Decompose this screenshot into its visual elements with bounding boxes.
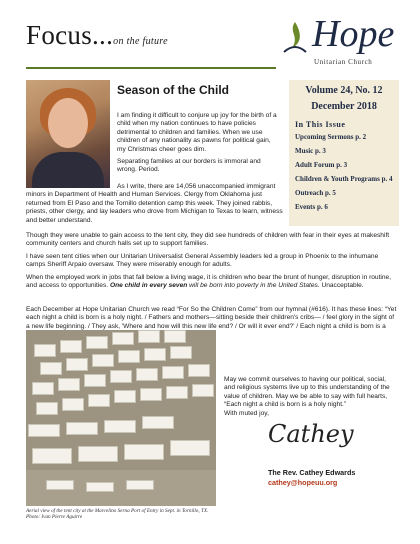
masthead-subtitle: on the future [113,36,168,47]
article-paragraph-7: Each December at Hope Unitarian Church we read “For So the Children Come” from our hymnal (#616). It has these lines: “Yet each night a child is born is a holy night. / Fathers and mothers—sitting beside their children's cribs— / feel glory in the sight of a new life beginning. / They ask, 'Where and how will this new life end? / Or will it ever end?' / Each night a child is born is a [26,306,397,330]
in-this-issue-heading: In This Issue [295,120,346,129]
author-email-link[interactable]: cathey@hopeuu.org [268,478,338,487]
author-name: The Rev. Cathey Edwards [268,468,356,477]
logo-church-name: Unitarian Church [314,58,373,66]
intro-paragraph-2: Separating families at our borders is immoral and wrong. Period. [117,158,261,174]
article-paragraph-8: May we commit ourselves to having our political, social, and religious systems live up to this understanding of the value of children. May we be able to say with full hearts, “Each night a child is born is a holy night.” [224,376,390,409]
issue-volume: Volume 24, No. 12 [305,85,383,96]
closing-line: With muted joy, [224,410,269,417]
article-paragraph-5: I have seen tent cities when our Unitarian Universalist General Assembly leaders led a group in Phoenix to the inhumane camps Sheriff Arpaio oversaw. They were miserably enough for adults. [26,252,379,269]
intro-paragraph-1: I am finding it difficult to conjure up joy for the birth of a child when my nation continues to have policies detrimental to children and families. When we use children of any nationality as pawns for political gain, my Christmas cheer goes dim. [117,112,277,153]
article-paragraph-6: When the employed work in jobs that fall below a living wage, it is children who bear the brunt of hunger, disruption in routine, and access to opportunities. One child in every seven will be born into poverty in the United States. Unacceptable. [26,273,392,290]
toc-item[interactable]: Events p. 6 [295,203,328,211]
toc-item[interactable]: Outreach p. 5 [295,189,336,197]
article-heading: Season of the Child [117,83,230,97]
issue-date: December 2018 [311,101,377,112]
tent-city-photo [26,330,216,506]
masthead-title: Focus...on the future [26,20,168,50]
author-photo [26,80,110,188]
toc-item[interactable]: Adult Forum p. 3 [295,161,348,169]
issue-sidebar [289,80,399,226]
article-paragraph-3: As I write, there are 14,056 unaccompanied immigrant minors in Department of Health and Human Services. Clergy from Oklahoma just returned from El Paso and the Tornillo detention camp this week. They joined rabbis, priests, other clergy, and lay leaders who drove from Michigan to Texas to learn, witness and better understand. [26,183,283,224]
article-intro [117,112,279,179]
photo-caption: Aerial view of the tent city at the Marcelino Serna Port of Entry in Sept. in Tornillo, TX. Photo: Ivan Pierre Aguirre [26,508,209,521]
flame-icon [278,18,312,58]
toc-item[interactable]: Children & Youth Programs p. 4 [295,175,393,183]
article-main [26,232,398,294]
signature: Cathey [268,420,354,448]
church-logo [278,13,396,74]
masthead-rule [26,67,276,69]
logo-word: Hope [312,13,395,55]
toc-item[interactable]: Music p. 3 [295,147,326,155]
toc-item[interactable]: Upcoming Sermons p. 2 [295,133,367,141]
article-paragraph-4: Though they were unable to gain access to the tent city, they did see hundreds of children with fear in their eyes at makeshift community centers and church halls set up to support families. [26,232,390,248]
